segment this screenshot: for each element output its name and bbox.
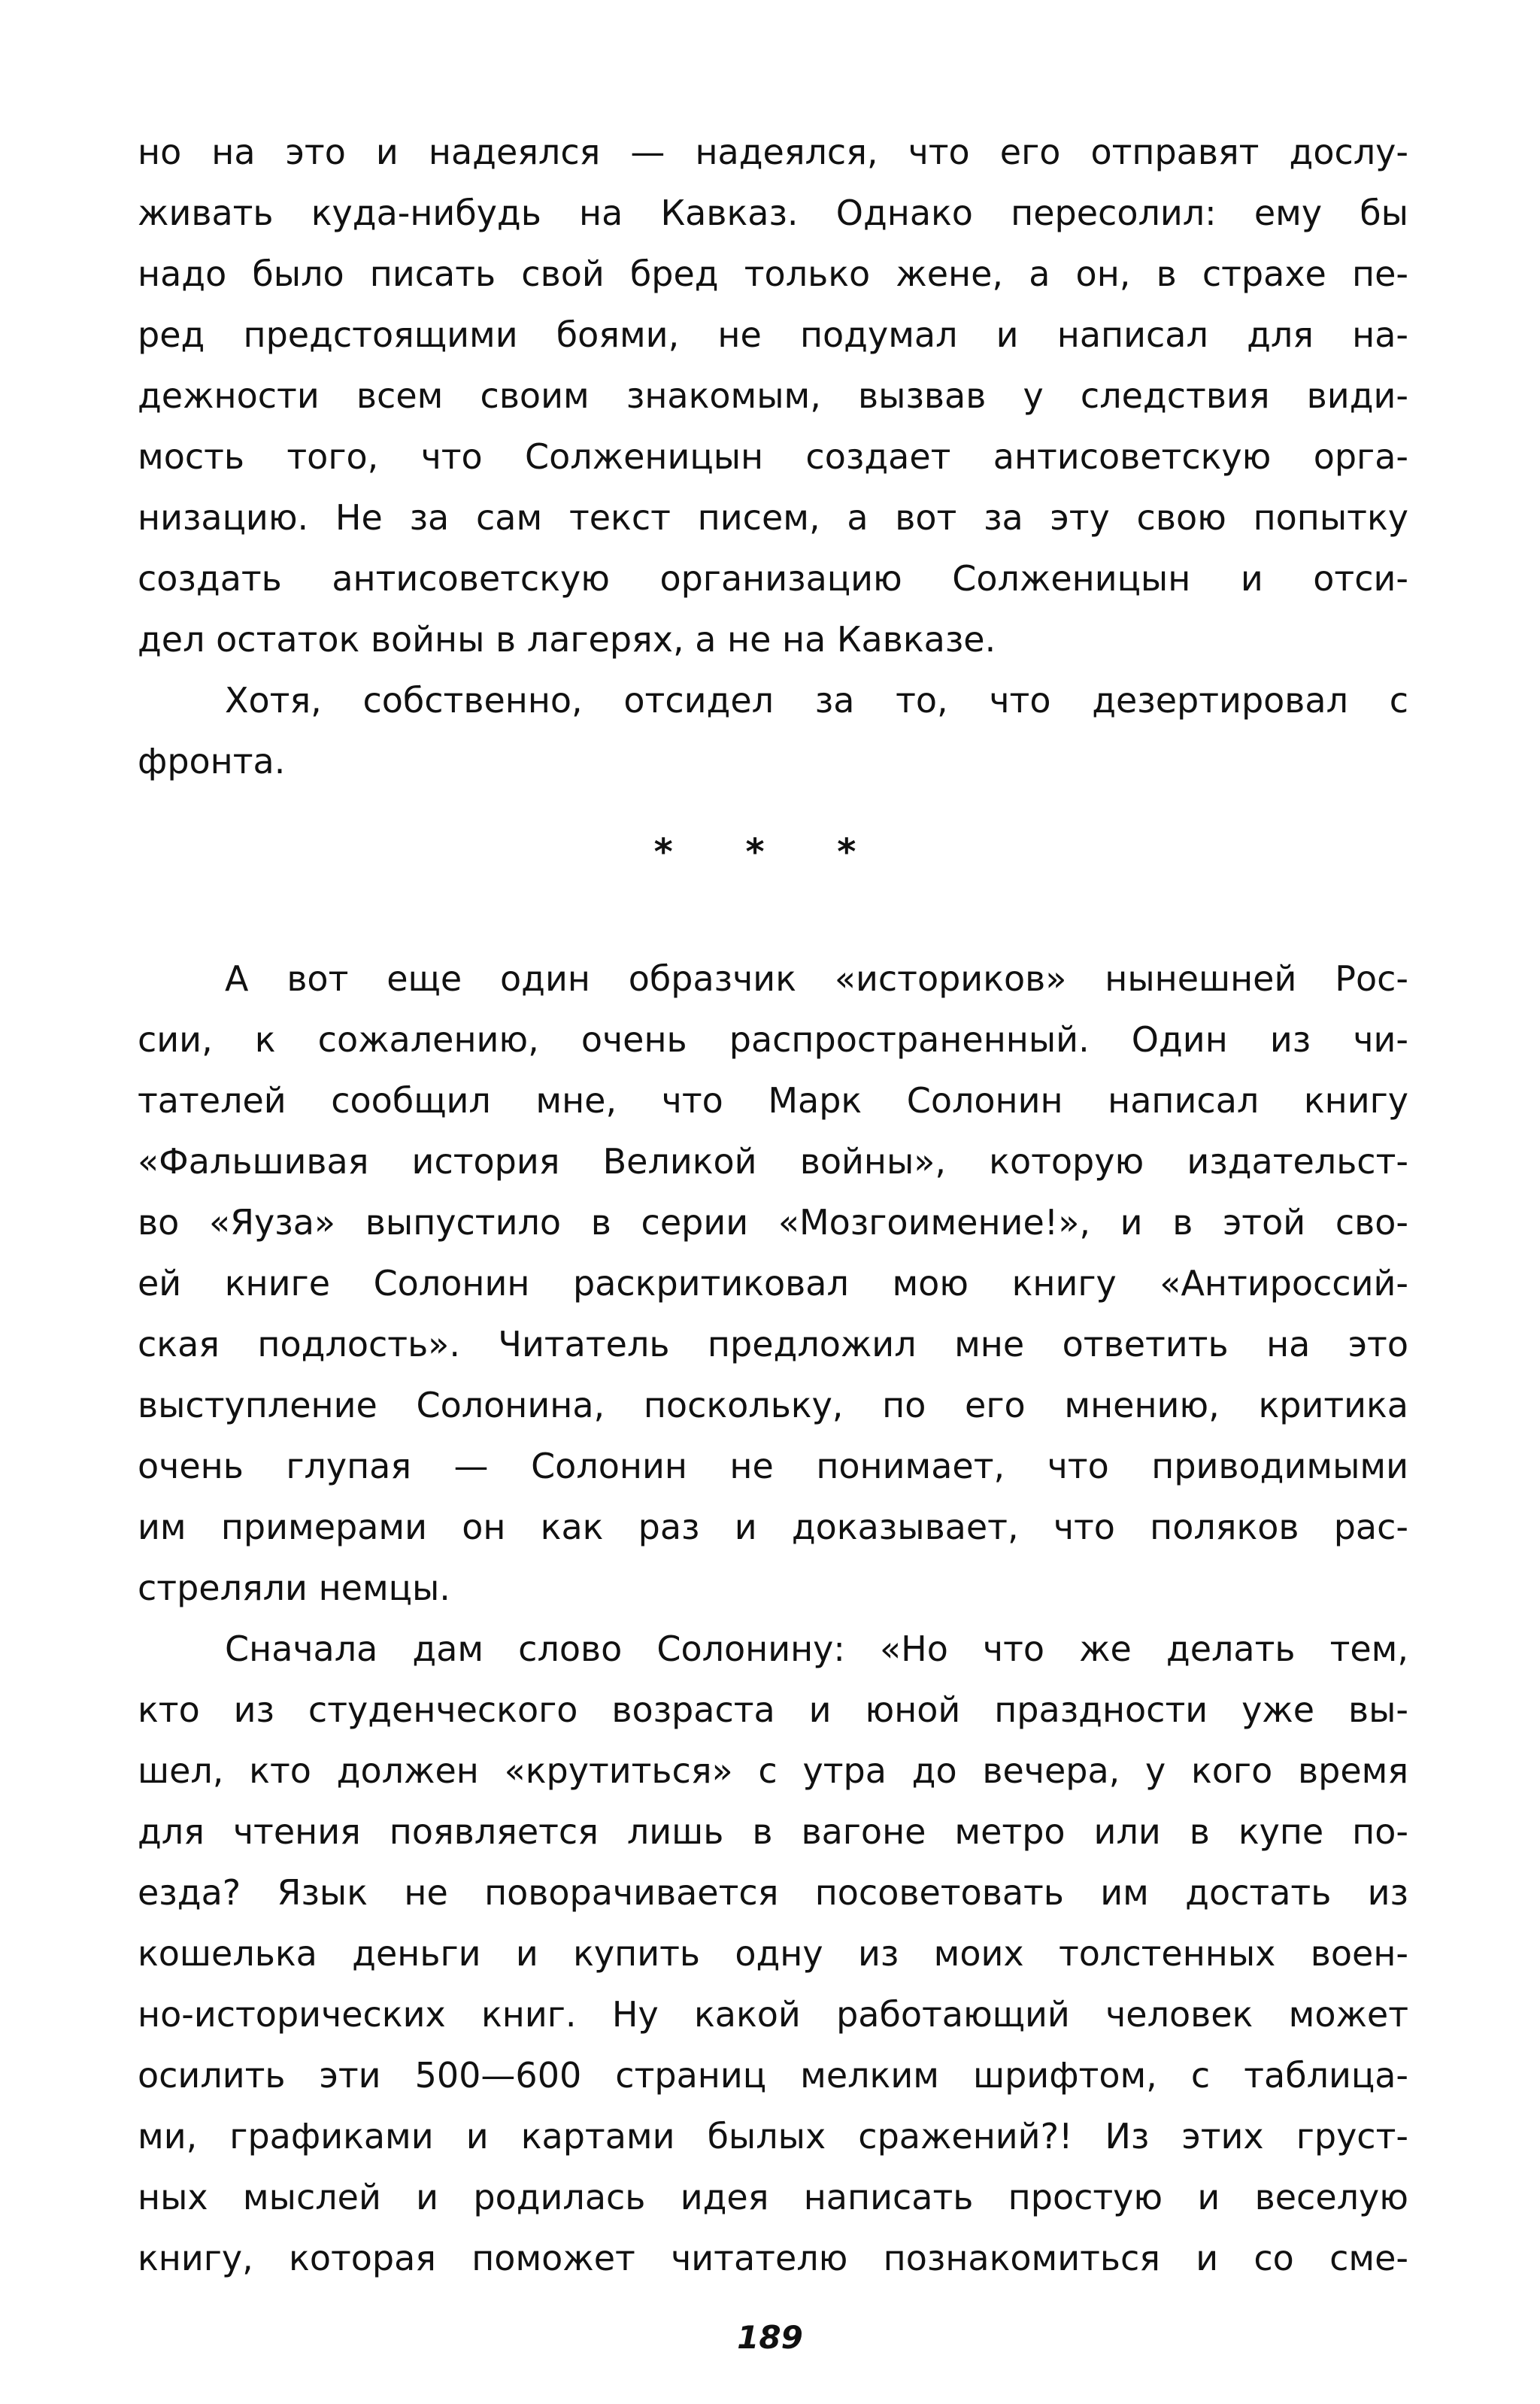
text-line: стреляли немцы. (138, 1568, 450, 1608)
text-line: шел, кто должен «крутиться» с утра до вечера, у кого время (138, 1750, 1408, 1791)
text-line: ми, графиками и картами былых сражений?! Из этих груст- (138, 2116, 1408, 2157)
text-line: но на это и надеялся — надеялся, что его отправят дослу- (138, 132, 1408, 172)
text-line: создать антисоветскую организацию Солженицын и отси- (138, 558, 1408, 599)
text-line: осилить эти 500—600 страниц мелким шрифтом, с таблица- (138, 2055, 1408, 2096)
text-line: ред предстоящими боями, не подумал и написал для на- (138, 314, 1408, 355)
text-line: но-исторических книг. Ну какой работающий человек может (138, 1994, 1408, 2035)
text-line: очень глупая — Солонин не понимает, что приводимыми (138, 1446, 1408, 1486)
text-line: кошелька деньги и купить одну из моих толстенных воен- (138, 1933, 1408, 1974)
text-line: тателей сообщил мне, что Марк Солонин написал книгу (138, 1080, 1408, 1121)
text-line: ных мыслей и родилась идея написать простую и веселую (138, 2177, 1408, 2217)
text-line: ей книге Солонин раскритиковал мою книгу «Антироссий- (138, 1263, 1408, 1304)
text-line: дежности всем своим знакомым, вызвав у следствия види- (138, 375, 1408, 416)
page-number: 189 (737, 2319, 803, 2356)
text-line: Хотя, собственно, отсидел за то, что дезертировал с (225, 680, 1408, 721)
text-line: им примерами он как раз и доказывает, что поляков рас- (138, 1507, 1408, 1547)
text-line: низацию. Не за сам текст писем, а вот за эту свою попытку (138, 497, 1408, 538)
text-line: мость того, что Солженицын создает антисоветскую орга- (138, 436, 1408, 477)
text-line: живать куда-нибудь на Кавказ. Однако пересолил: ему бы (138, 193, 1408, 233)
text-line: дел остаток войны в лагерях, а не на Кавказе. (138, 619, 996, 660)
text-line: для чтения появляется лишь в вагоне метро или в купе по- (138, 1811, 1408, 1852)
text-line: «Фальшивая история Великой войны», которую издательст- (138, 1141, 1408, 1182)
text-line: книгу, которая поможет читателю познакомиться и со сме- (138, 2238, 1408, 2278)
text-line: надо было писать свой бред только жене, а он, в страхе пе- (138, 253, 1408, 294)
text-line: фронта. (138, 741, 286, 782)
text-line: А вот еще один образчик «историков» нынешней Рос- (225, 958, 1408, 999)
text-line: кто из студенческого возраста и юной праздности уже вы- (138, 1689, 1408, 1730)
section-separator: * * * (653, 831, 887, 873)
text-line: ская подлость». Читатель предложил мне ответить на это (138, 1324, 1408, 1364)
text-line: езда? Язык не поворачивается посоветовать им достать из (138, 1872, 1408, 1913)
text-line: Сначала дам слово Солонину: «Но что же делать тем, (225, 1628, 1408, 1669)
text-line: выступление Солонина, поскольку, по его мнению, критика (138, 1385, 1408, 1425)
text-line: во «Яуза» выпустило в серии «Мозгоимение!», и в этой сво- (138, 1202, 1408, 1243)
text-line: сии, к сожалению, очень распространенный. Один из чи- (138, 1019, 1408, 1060)
